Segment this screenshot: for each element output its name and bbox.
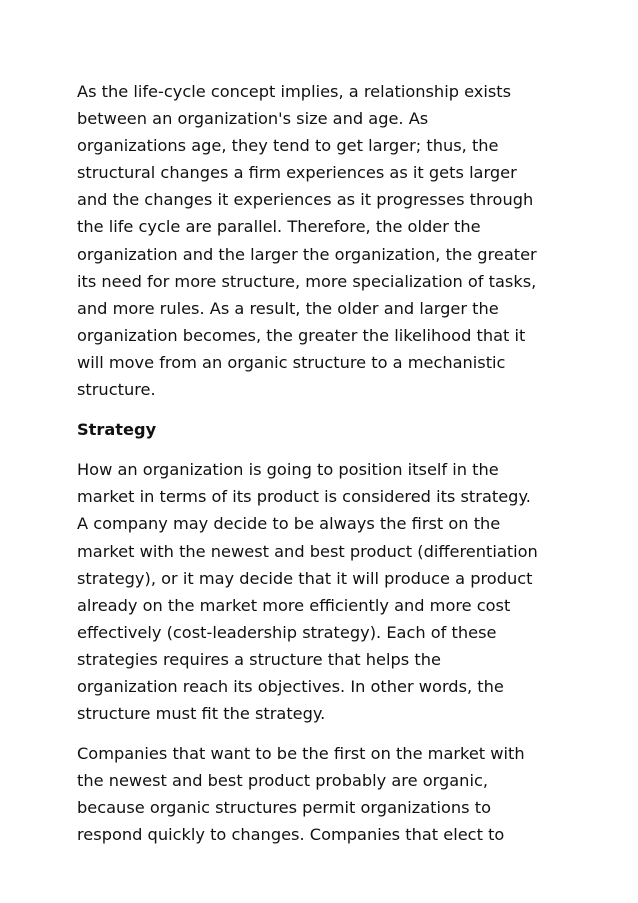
text-line: organization becomes, the greater the likelihood that it: [77, 325, 526, 345]
section-heading: Strategy: [77, 420, 157, 440]
text-line: As the life-cycle concept implies, a relationship exists: [77, 82, 512, 101]
text-line: structure.: [77, 380, 156, 400]
text-line: and the changes it experiences as it progresses through: [77, 190, 534, 210]
paragraph-companies: [77, 740, 565, 848]
text-line: How an organization is going to position itself in the: [77, 460, 499, 480]
paragraph-life-cycle: [77, 78, 565, 403]
text-line: respond quickly to changes. Companies that elect to: [77, 825, 505, 845]
text-line: A company may decide to be always the first on the: [77, 514, 501, 534]
text-line: already on the market more efficiently and more cost: [77, 595, 511, 615]
text-line: organizations age, they tend to get larger; thus, the: [77, 136, 499, 156]
text-line: organization and the larger the organization, the greater: [77, 244, 537, 264]
text-line: effectively (cost-leadership strategy). Each of these: [77, 622, 497, 642]
text-line: the newest and best product probably are organic,: [77, 771, 488, 791]
text-line: Companies that want to be the first on the market with: [77, 744, 525, 764]
text-line: its need for more structure, more specialization of tasks,: [77, 271, 537, 291]
text-line: market in terms of its product is considered its strategy.: [77, 487, 531, 507]
text-line: structure must fit the strategy.: [77, 704, 326, 724]
text-line: because organic structures permit organizations to: [77, 798, 492, 818]
text-line: between an organization's size and age. As: [77, 109, 429, 129]
text-line: the life cycle are parallel. Therefore, the older the: [77, 217, 481, 237]
text-line: strategy), or it may decide that it will produce a product: [77, 568, 533, 588]
paragraph-strategy: [77, 456, 565, 727]
text-line: strategies requires a structure that helps the: [77, 649, 441, 669]
text-line: market with the newest and best product (differentiation: [77, 541, 538, 561]
text-line: organization reach its objectives. In other words, the: [77, 676, 504, 696]
text-line: will move from an organic structure to a mechanistic: [77, 352, 506, 372]
document-body: [77, 78, 565, 862]
text-line: and more rules. As a result, the older and larger the: [77, 298, 499, 318]
text-line: structural changes a firm experiences as it gets larger: [77, 163, 517, 183]
